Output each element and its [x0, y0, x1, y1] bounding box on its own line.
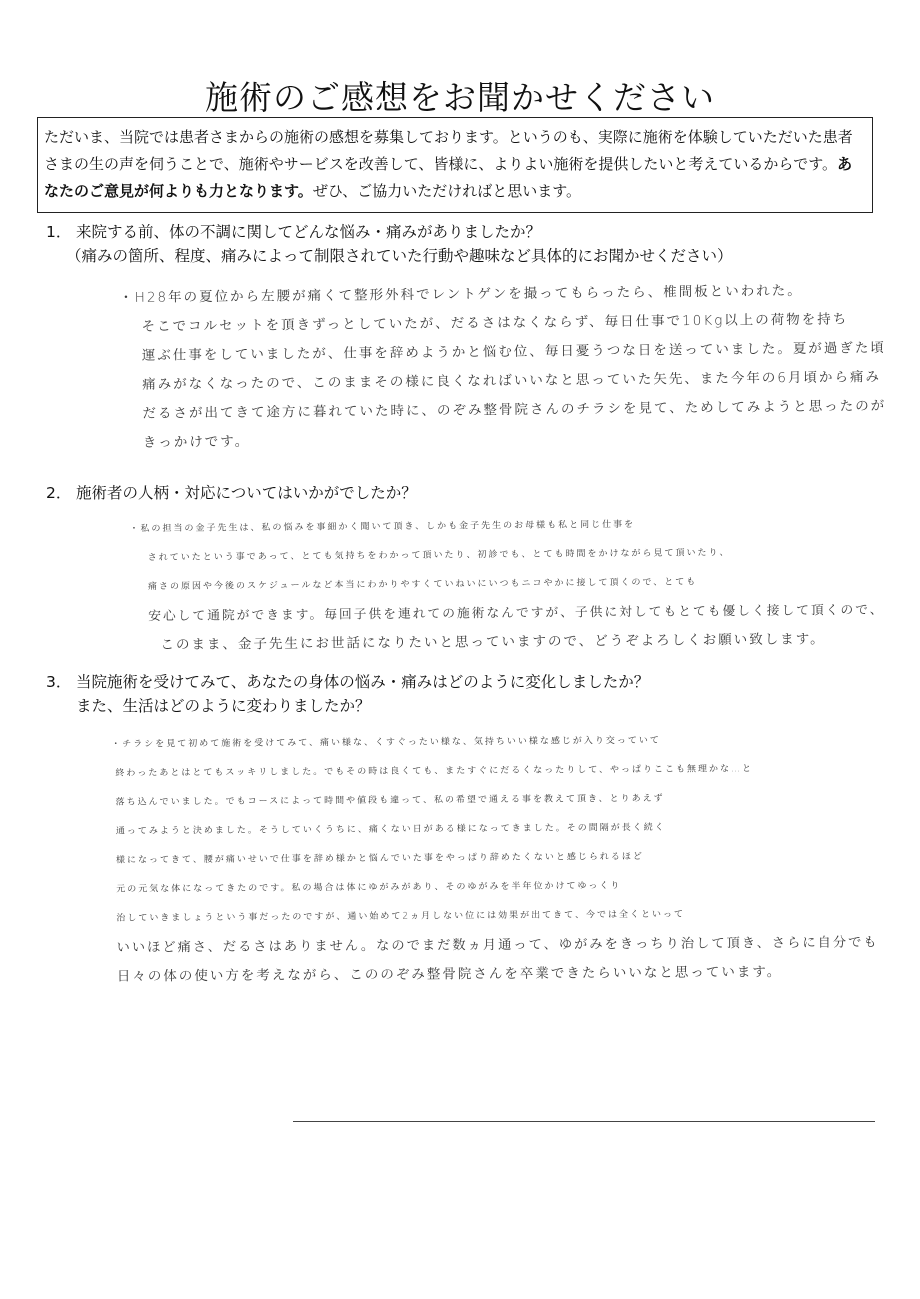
question-3: [46, 670, 649, 718]
answer-3-line: 様になってきて、腰が痛いせいで仕事を辞め様かと悩んでいた事をやっぱり辞めたくないと感じられるほど: [115, 851, 644, 866]
question-2: [46, 481, 417, 505]
question-3-sub: また、生活はどのように変わりましたか？: [76, 697, 371, 715]
answer-3-line: 日々の体の使い方を考えながら、こののぞみ整骨院さんを卒業できたらいいなと思っています。: [116, 963, 783, 985]
answer-2-line: ・私の担当の金子先生は、私の悩みを事細かく聞いて頂き、しかも金子先生のお母様も私と同じ仕事を: [129, 519, 636, 535]
answer-1-line: そこでコルセットを頂きずっとしていたが、だるさはなくならず、毎日仕事で10Kg以上の荷物を持ち: [141, 311, 849, 335]
page-title: 施術のご感想をお聞かせください: [205, 78, 715, 117]
answer-2-line: 痛さの原因や今後のスケジュールなど本当にわかりやすくていねいにいつもニコやかに接して頂くので、とても: [147, 577, 698, 593]
answer-3-line: 元の元気な体になってきたのです。私の場合は体にゆがみがあり、そのゆがみを半年位かけてゆっくり: [116, 881, 622, 895]
question-1-number: 1．: [46, 223, 72, 241]
answer-1-line: 運ぶ仕事をしていましたが、仕事を辞めようかと悩む位、毎日憂うつな日を送っていました。夏が過ぎた頃: [141, 339, 886, 364]
answer-3-line: 落ち込んでいました。でもコースによって時間や値段も違って、私の希望で通える事を教えて頂き、とりあえず: [115, 793, 665, 808]
answer-1: [119, 276, 887, 458]
answer-2-line: 安心して通院ができます。毎回子供を連れての施術なんですが、子供に対してもとても優しく接して頂くので、: [148, 602, 885, 625]
answer-1-line: きっかけです。: [142, 433, 251, 451]
question-1: [46, 220, 733, 268]
answer-2-line: されていたという事であって、とても気持ちをわかって頂いたり、初診でも、とても時間をかけながら見て頂いたり、: [147, 548, 731, 564]
question-3-number: 3．: [46, 673, 72, 691]
question-1-text: 来院する前、体の不調に関してどんな悩み・痛みがありましたか？: [76, 223, 542, 241]
answer-3-line: 終わったあとはとてもスッキリしました。でもその時は良くても、またすぐにだるくなったりして、やっぱりここも無理かな…と: [115, 764, 754, 779]
answer-1-line: だるさが出てきて途方に暮れていた時に、のぞみ整骨院さんのチラシを見て、ためしてみようと思ったのが: [142, 397, 887, 422]
question-3-text: 当院施術を受けてみて、あなたの身体の悩み・痛みはどのように変化しましたか？: [76, 673, 650, 691]
answer-2: [129, 509, 884, 661]
intro-closing-text: ぜひ、ご協力いただければと思います。: [312, 182, 582, 200]
answer-3-line: 治していきましょうという事だったのですが、通い始めて2ヵ月しない位には効果が出てきて、今では全くといって: [116, 909, 685, 924]
answer-1-line: 痛みがなくなったので、このままその様に良くなればいいなと思っていた矢先、また今年の6月頃から痛み: [142, 369, 882, 393]
question-2-number: 2．: [46, 484, 72, 502]
answer-3-line: 通ってみようと決めました。そうしていくうちに、痛くない日がある様になってきました。その間隔が長く続く: [115, 822, 666, 837]
intro-box: [37, 117, 873, 213]
answer-3-line: いいほど痛さ、だるさはありません。なのでまだ数ヵ月通って、ゆがみをきっちり治して頂き、さらに自分でも: [116, 935, 879, 956]
answer-3-line: ・チラシを見て初めて施術を受けてみて、痛い様な、くすぐったい様な、気持ちいい様な感じが入り交っていて: [111, 735, 661, 750]
question-2-text: 施術者の人柄・対応についてはいかがでしたか？: [76, 484, 417, 502]
answer-3: [111, 725, 879, 991]
answer-2-line: このまま、金子先生にお世話になりたいと思っていますので、どうぞよろしくお願い致します。: [160, 631, 826, 654]
intro-text: ただいま、当院では患者さまからの施術の感想を募集しております。というのも、実際に施術を体験していただいた患者さまの生の声を伺うことで、施術やサービスを改善して、皆様に、よりよい施術を提供したいと考えているからです。: [44, 128, 853, 173]
intro-bold-text: あなたのご意見が何よりも力となります。: [44, 155, 853, 200]
question-1-sub: （痛みの箇所、程度、痛みによって制限されていた行動や趣味など具体的にお聞かせください）: [66, 247, 733, 265]
signature-line: [293, 1121, 875, 1122]
answer-1-line: ・H28年の夏位から左腰が痛くて整形外科でレントゲンを撮ってもらったら、椎間板といわれた。: [119, 282, 803, 307]
